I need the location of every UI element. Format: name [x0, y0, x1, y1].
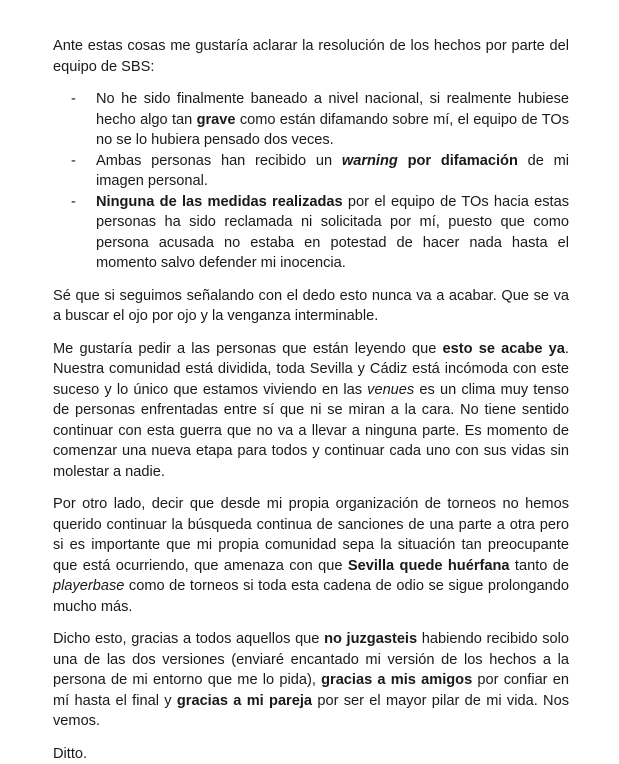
emphasis-bold: por difamación [398, 153, 518, 169]
bullet-dash: - [71, 151, 76, 172]
emphasis-bold: esto se acabe ya [443, 341, 565, 357]
paragraph-text: como de torneos si toda esta cadena de odio se sigue prolongando mucho más. [53, 578, 569, 615]
emphasis-bold-italic: warning [342, 153, 398, 169]
emphasis-bold: Ninguna de las medidas realizadas [96, 194, 343, 210]
list-item-text: por el equipo de TOs hacia estas personas ha sido reclamada ni solicitada por mí, puesto que como persona acusada no estaba en potestad de hacer nada hasta el momento salvo defender mi inocencia. [96, 194, 569, 272]
paragraph-text: por confiar en mí hasta el final y [53, 672, 569, 709]
emphasis-italic: playerbase [53, 578, 124, 594]
paragraph-text: por ser el mayor pilar de mi vida. Nos vemos. [53, 693, 569, 730]
bullet-dash: - [71, 192, 76, 213]
paragraph-4 [53, 494, 569, 617]
emphasis-bold: Sevilla quede huérfana [348, 558, 510, 574]
resolution-list [53, 89, 569, 274]
paragraph-text: Por otro lado, decir que desde mi propia organización de torneos no hemos querido continuar la búsqueda continua de sanciones de una parte a otra pero si es importante que mi propia comunidad sepa la situación tan preocupante que está ocurriendo, que amenaza con que [53, 496, 569, 574]
list-item [96, 192, 569, 274]
intro-text: Ante estas cosas me gustaría aclarar la resolución de los hechos por parte del equipo de SBS: [53, 38, 569, 75]
paragraph-5 [53, 629, 569, 732]
signature [53, 744, 569, 764]
list-item-text: No he sido finalmente baneado a nivel nacional, si realmente hubiese hecho algo tan [96, 91, 569, 128]
paragraph-text: Dicho esto, gracias a todos aquellos que [53, 631, 324, 647]
list-item-text: como están difamando sobre mí, el equipo de TOs no se lo hubiera pensado dos veces. [96, 112, 569, 149]
signature-text: Ditto. [53, 746, 87, 762]
paragraph-text: tanto de [510, 558, 569, 574]
paragraph-text: . Nuestra comunidad está dividida, toda Sevilla y Cádiz está incómoda con este suceso y lo único que estamos viviendo en las [53, 341, 569, 398]
emphasis-bold: no juzgasteis [324, 631, 417, 647]
list-item-text: de mi imagen personal. [96, 153, 569, 190]
paragraph-text: Me gustaría pedir a las personas que están leyendo que [53, 341, 443, 357]
emphasis-bold: gracias a mis amigos [321, 672, 472, 688]
emphasis-bold: gracias a mi pareja [177, 693, 312, 709]
paragraph-2 [53, 286, 569, 327]
bullet-dash: - [71, 89, 76, 110]
list-item-text: Ambas personas han recibido un [96, 153, 342, 169]
intro-paragraph [53, 36, 569, 77]
list-item [96, 89, 569, 151]
paragraph-text: habiendo recibido solo una de las dos versiones (enviaré encantado mi versión de los hechos a la persona de mi entorno que me lo pida), [53, 631, 569, 688]
emphasis-bold: grave [197, 112, 236, 128]
emphasis-italic: venues [367, 382, 414, 398]
paragraph-text: es un clima muy tenso de personas enfrentadas entre sí que ni se miran a la cara. No tiene sentido continuar con esta guerra que no va a llevar a ninguna parte. Es momento de comenzar una nueva etapa para todos y continuar cada uno con sus vidas sin molestar a nadie. [53, 382, 569, 480]
list-item [96, 151, 569, 192]
paragraph-3 [53, 339, 569, 483]
paragraph-text: Sé que si seguimos señalando con el dedo esto nunca va a acabar. Que se va a buscar el ojo por ojo y la venganza interminable. [53, 288, 569, 325]
